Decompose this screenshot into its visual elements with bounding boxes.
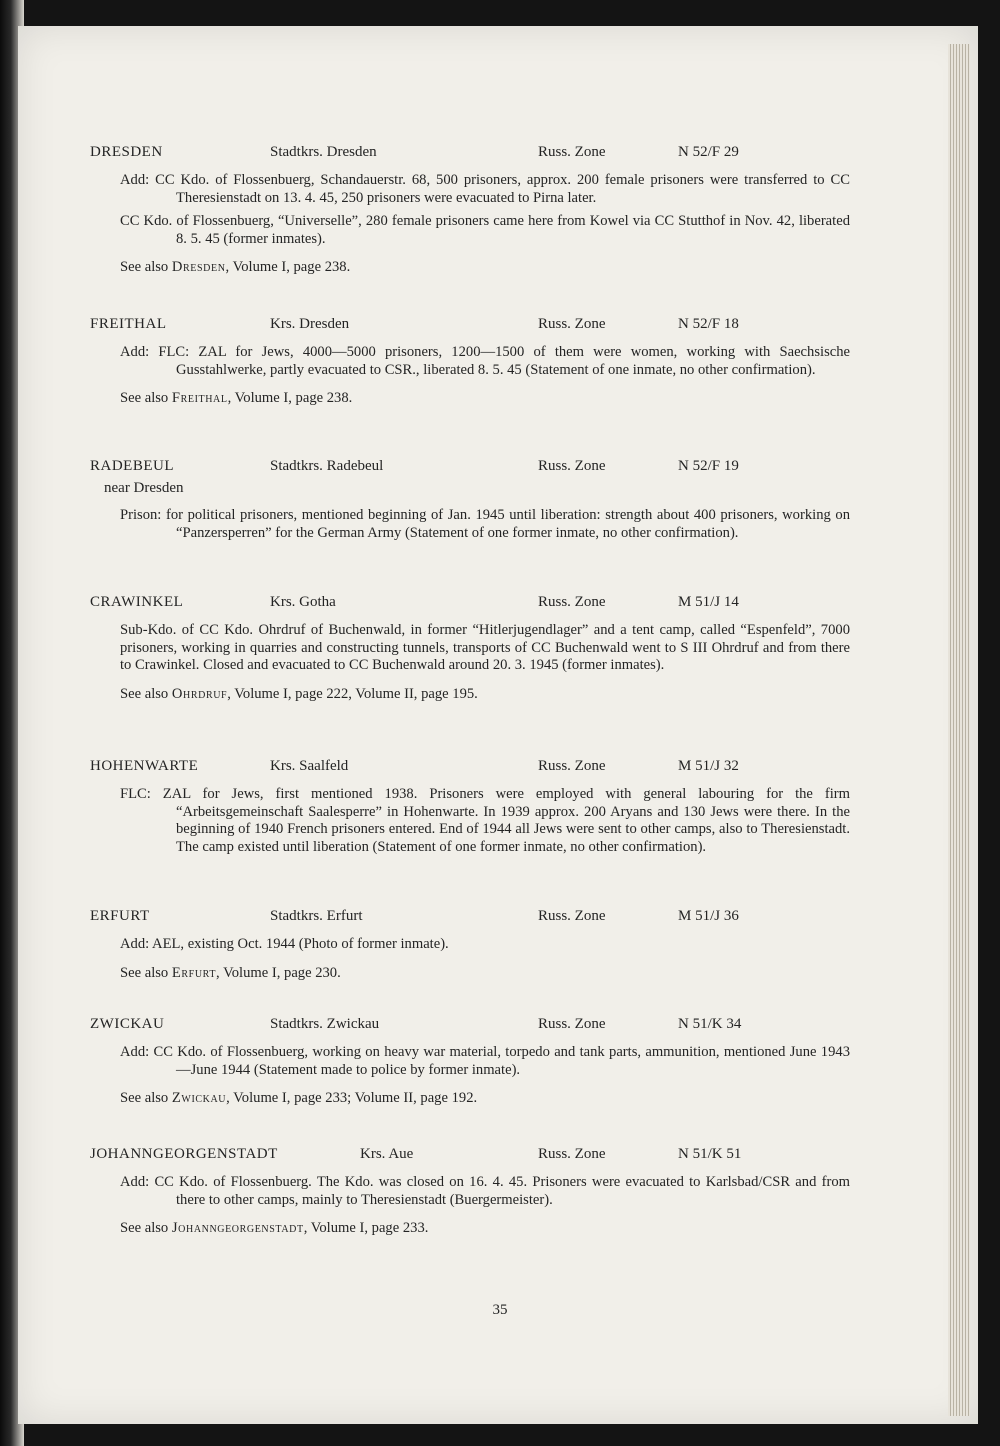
zone: Russ. Zone — [538, 594, 606, 610]
zone: Russ. Zone — [538, 458, 606, 474]
entry-header — [90, 1016, 850, 1038]
grid-reference: M 51/J 32 — [678, 758, 739, 774]
see-also — [120, 685, 850, 703]
see-also-prefix: See also — [120, 390, 169, 407]
see-also-name: Freithal — [171, 390, 228, 407]
see-also-suffix: , Volume I, page 230. — [216, 964, 341, 981]
see-also-prefix: See also — [120, 685, 169, 702]
zone: Russ. Zone — [538, 316, 606, 332]
entry-paragraph: Sub-Kdo. of CC Kdo. Ohrdruf of Buchenwald, in former “Hitlerjugendlager” and a tent camp, called “Espenfeld”, 7000 prisoners, working in quarries and constructing tunnels, transports of CC Buchenwald went to S III Ohrdruf and from there to Crawinkel. Closed and evacuated to CC Buchenwald around 20. 3. 1945 (former inmates). — [120, 622, 850, 674]
entry-radebeul — [90, 458, 850, 542]
see-also-name: Erfurt — [171, 964, 217, 981]
see-also — [120, 964, 850, 982]
see-also-suffix: , Volume I, page 233. — [303, 1220, 429, 1237]
sub-place: near Dresden — [104, 480, 184, 496]
see-also-name: Johanngeorgenstadt — [171, 1220, 304, 1237]
place-name: ZWICKAU — [90, 1016, 165, 1032]
see-also-prefix: See also — [120, 1220, 169, 1237]
district: Stadtkrs. Zwickau — [270, 1016, 380, 1032]
entry-paragraph: Add: FLC: ZAL for Jews, 4000—5000 prisoners, 1200—1500 of them were women, working with Saechsische Gusstahlwerke, partly evacuated to CSR., liberated 8. 5. 45 (Statement of one inmate, no other confirmation). — [120, 344, 850, 378]
entry-erfurt — [90, 908, 850, 982]
entry-paragraph: Add: CC Kdo. of Flossenbuerg, working on heavy war material, torpedo and tank parts, ammunition, mentioned June 1943—June 1944 (Statement made to police by former inmate). — [120, 1044, 850, 1078]
entry-crawinkel — [90, 594, 850, 703]
entry-header — [90, 1146, 850, 1168]
see-also — [120, 1219, 850, 1237]
see-also-name: Dresden — [171, 259, 226, 276]
see-also-suffix: , Volume I, page 238. — [227, 390, 353, 407]
entry-hohenwarte — [90, 758, 850, 856]
entry-freithal — [90, 316, 850, 407]
entry-header — [90, 758, 850, 780]
grid-reference: M 51/J 36 — [678, 908, 739, 924]
place-name: RADEBEUL — [90, 458, 174, 474]
see-also-name: Ohrdruf — [171, 685, 228, 702]
entry-header — [90, 144, 850, 166]
district: Krs. Saalfeld — [270, 758, 349, 774]
place-name: JOHANNGEORGENSTADT — [90, 1146, 278, 1162]
place-name: CRAWINKEL — [90, 594, 184, 610]
zone: Russ. Zone — [538, 908, 606, 924]
entry-paragraph: CC Kdo. of Flossenbuerg, “Universelle”, 280 female prisoners came here from Kowel via CC Stutthof in Nov. 42, liberated 8. 5. 45 (former inmates). — [120, 213, 850, 247]
place-name: DRESDEN — [90, 144, 163, 160]
zone: Russ. Zone — [538, 758, 606, 774]
place-name: ERFURT — [90, 908, 150, 924]
entry-dresden — [90, 144, 850, 276]
entry-paragraph: Add: CC Kdo. of Flossenbuerg, Schandauerstr. 68, 500 prisoners, approx. 200 female prisoners were transferred to CC Theresienstadt on 13. 4. 45, 250 prisoners were evacuated to Pirna later. — [120, 172, 850, 206]
grid-reference: N 51/K 51 — [678, 1146, 742, 1162]
district: Krs. Dresden — [270, 316, 350, 332]
entry-header — [90, 908, 850, 930]
entry-paragraph: FLC: ZAL for Jews, first mentioned 1938. Prisoners were employed with general labouring for the firm “Arbeitsgemeinschaft Saalesperre” in Hohenwarte. In 1939 approx. 200 Aryans and 130 Jews were there. In the beginning of 1940 French prisoners entered. End of 1944 all Jews were sent to other camps, also to Theresienstadt. The camp existed until liberation (Statement of one former inmate, no other confirmation). — [120, 786, 850, 855]
district: Stadtkrs. Erfurt — [270, 908, 363, 924]
entry-paragraph: Add: CC Kdo. of Flossenbuerg. The Kdo. was closed on 16. 4. 45. Prisoners were evacuated to Karlsbad/CSR and from there to other camps, mainly to Theresienstadt (Buergermeister). — [120, 1174, 850, 1208]
district: Stadtkrs. Dresden — [270, 144, 377, 160]
see-also — [120, 1089, 850, 1107]
entry-header — [90, 458, 850, 480]
district: Krs. Aue — [360, 1146, 414, 1162]
place-name: FREITHAL — [90, 316, 167, 332]
entry-header — [90, 594, 850, 616]
see-also — [120, 258, 850, 276]
see-also-suffix: , Volume I, page 238. — [225, 259, 351, 276]
zone: Russ. Zone — [538, 144, 606, 160]
see-also — [120, 389, 850, 407]
entry-zwickau — [90, 1016, 850, 1107]
page-edges — [948, 44, 970, 1416]
see-also-name: Zwickau — [171, 1090, 227, 1107]
grid-reference: N 52/F 29 — [678, 144, 739, 160]
entry-paragraph: Add: AEL, existing Oct. 1944 (Photo of former inmate). — [120, 936, 449, 952]
district: Stadtkrs. Radebeul — [270, 458, 384, 474]
district: Krs. Gotha — [270, 594, 336, 610]
grid-reference: M 51/J 14 — [678, 594, 739, 610]
see-also-prefix: See also — [120, 1090, 169, 1107]
see-also-prefix: See also — [120, 259, 169, 276]
zone: Russ. Zone — [538, 1146, 606, 1162]
page-number: 35 — [492, 1302, 508, 1318]
entry-johanngeorgenstadt — [90, 1146, 850, 1237]
grid-reference: N 52/F 18 — [678, 316, 739, 332]
entry-paragraph: Prison: for political prisoners, mentioned beginning of Jan. 1945 until liberation: strength about 400 prisoners, working on “Panzersperren” for the German Army (Statement of one former inmate, no other confirmation). — [120, 507, 850, 541]
zone: Russ. Zone — [538, 1016, 606, 1032]
grid-reference: N 52/F 19 — [678, 458, 739, 474]
entry-header — [90, 316, 850, 338]
see-also-suffix: , Volume I, page 233; Volume II, page 192. — [226, 1090, 478, 1107]
place-name: HOHENWARTE — [90, 758, 199, 774]
see-also-suffix: , Volume I, page 222, Volume II, page 195. — [227, 685, 478, 702]
see-also-prefix: See also — [120, 964, 169, 981]
grid-reference: N 51/K 34 — [678, 1016, 742, 1032]
